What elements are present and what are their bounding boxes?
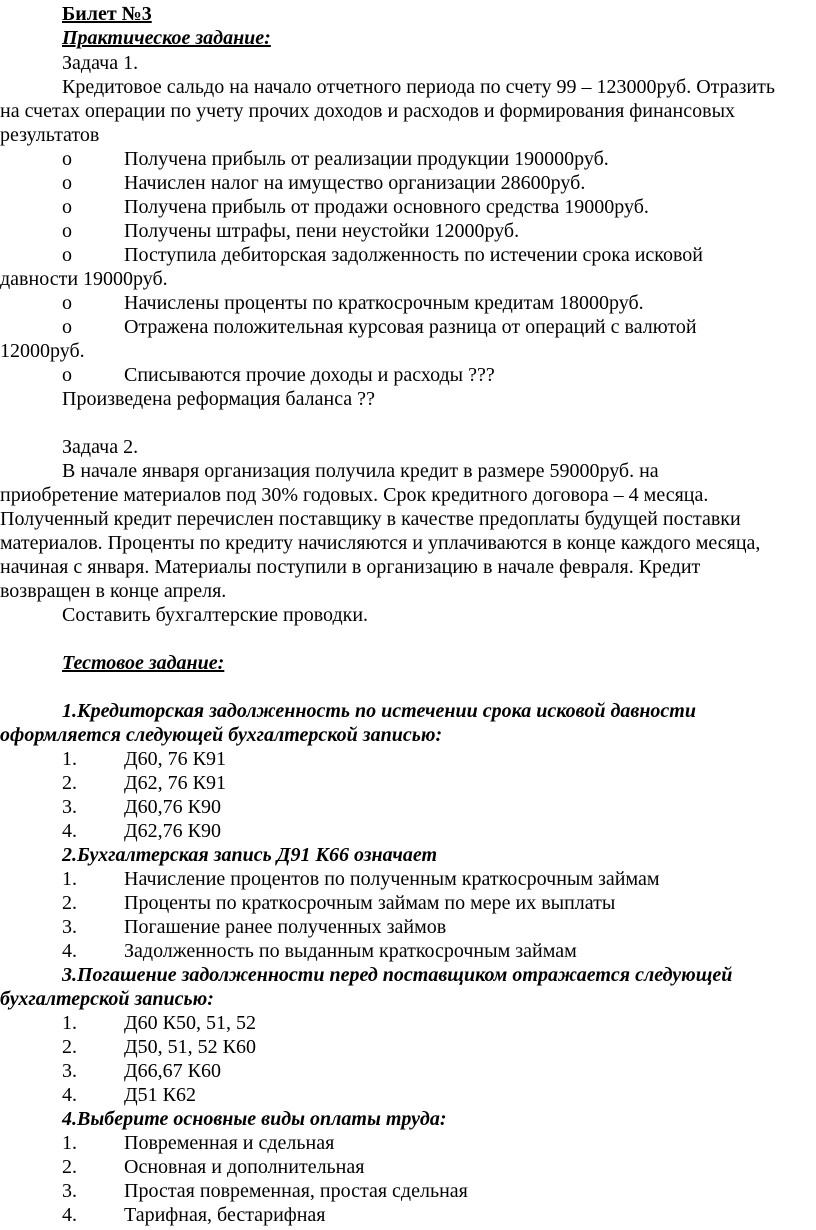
operation-item: Списываются прочие доходы и расходы ??? [124, 364, 495, 386]
option-number: 1. [62, 1012, 77, 1034]
bullet-marker: o [62, 364, 72, 386]
option-text: Д60 К50, 51, 52 [124, 1012, 256, 1034]
option-number: 2. [62, 892, 77, 914]
task2-text-line: возвращен в конце апреля. [0, 580, 227, 602]
option-text: Повременная и сдельная [124, 1132, 335, 1154]
bullet-marker: o [62, 316, 72, 338]
practical-heading: Практическое задание: [62, 27, 271, 49]
test-heading: Тестовое задание: [62, 652, 225, 674]
task2-text-line: приобретение материалов под 30% годовых. Срок кредитного договора – 4 месяца. [0, 484, 709, 506]
option-number: 1. [62, 868, 77, 890]
task2-heading: Задача 2. [62, 436, 139, 458]
option-number: 3. [62, 1180, 77, 1202]
task2-text-line: В начале января организация получила кредит в размере 59000руб. на [62, 460, 659, 482]
task1-intro-line: на счетах операции по учету прочих доходов и расходов и формирования финансовых [0, 100, 735, 122]
option-number: 2. [62, 1156, 77, 1178]
option-text: Д60,76 К90 [124, 796, 221, 818]
bullet-marker: o [62, 148, 72, 170]
bullet-marker: o [62, 292, 72, 314]
task2-instruction: Составить бухгалтерские проводки. [62, 604, 369, 626]
option-number: 2. [62, 772, 77, 794]
option-number: 4. [62, 820, 77, 842]
operation-item: Получена прибыль от реализации продукции 190000руб. [124, 148, 609, 170]
operation-item: Получена прибыль от продажи основного средства 19000руб. [124, 196, 649, 218]
bullet-marker: o [62, 172, 72, 194]
operation-item: Начислен налог на имущество организации 28600руб. [124, 172, 586, 194]
question-3-line: бухгалтерской записью: [0, 988, 214, 1010]
bullet-marker: o [62, 244, 72, 266]
operation-item: Отражена положительная курсовая разница от операций с валютой [124, 316, 697, 338]
operation-item-continued: 12000руб. [0, 340, 85, 362]
operation-item: Начислены проценты по краткосрочным кредитам 18000руб. [124, 292, 644, 314]
option-text: Д50, 51, 52 К60 [124, 1036, 256, 1058]
ticket-title: Билет №3 [62, 3, 152, 25]
option-number: 3. [62, 796, 77, 818]
option-number: 4. [62, 940, 77, 962]
task2-text-line: материалов. Проценты по кредиту начисляются и уплачиваются в конце каждого месяца, [0, 532, 761, 554]
option-number: 1. [62, 1132, 77, 1154]
question-2-line: 2.Бухгалтерская запись Д91 К66 означает [62, 844, 438, 866]
option-text: Д60, 76 К91 [124, 748, 226, 770]
option-number: 4. [62, 1204, 77, 1226]
question-1-line: 1.Кредиторская задолженность по истечении срока исковой давности [62, 700, 696, 722]
operation-item-continued: давности 19000руб. [0, 268, 168, 290]
task2-text-line: Полученный кредит перечислен поставщику в качестве предоплаты будущей поставки [0, 508, 741, 530]
option-text: Простая повременная, простая сдельная [124, 1180, 468, 1202]
task2-text-line: начиная с января. Материалы поступили в организацию в начале февраля. Кредит [0, 556, 701, 578]
option-text: Д62, 76 К91 [124, 772, 226, 794]
option-text: Д66,67 К60 [124, 1060, 221, 1082]
option-text: Начисление процентов по полученным краткосрочным займам [124, 868, 660, 890]
question-1-line: оформляется следующей бухгалтерской записью: [0, 724, 443, 746]
option-number: 3. [62, 1060, 77, 1082]
option-number: 1. [62, 748, 77, 770]
task1-intro-line: Кредитовое сальдо на начало отчетного периода по счету 99 – 123000руб. Отразить [62, 76, 775, 98]
question-4-line: 4.Выберите основные виды оплаты труда: [62, 1108, 447, 1130]
option-text: Погашение ранее полученных займов [124, 916, 447, 938]
operation-item: Получены штрафы, пени неустойки 12000руб. [124, 220, 520, 242]
option-number: 4. [62, 1084, 77, 1106]
option-number: 3. [62, 916, 77, 938]
task1-reform: Произведена реформация баланса ?? [62, 388, 375, 410]
option-text: Проценты по краткосрочным займам по мере их выплаты [124, 892, 616, 914]
option-text: Основная и дополнительная [124, 1156, 365, 1178]
option-text: Д62,76 К90 [124, 820, 221, 842]
option-text: Д51 К62 [124, 1084, 196, 1106]
question-3-line: 3.Погашение задолженности перед поставщиком отражается следующей [62, 964, 733, 986]
task1-heading: Задача 1. [62, 52, 139, 74]
option-number: 2. [62, 1036, 77, 1058]
operation-item: Поступила дебиторская задолженность по истечении срока исковой [124, 244, 703, 266]
bullet-marker: o [62, 196, 72, 218]
task1-intro-line: результатов [0, 124, 100, 146]
option-text: Задолженность по выданным краткосрочным займам [124, 940, 577, 962]
option-text: Тарифная, бестарифная [124, 1204, 326, 1226]
bullet-marker: o [62, 220, 72, 242]
